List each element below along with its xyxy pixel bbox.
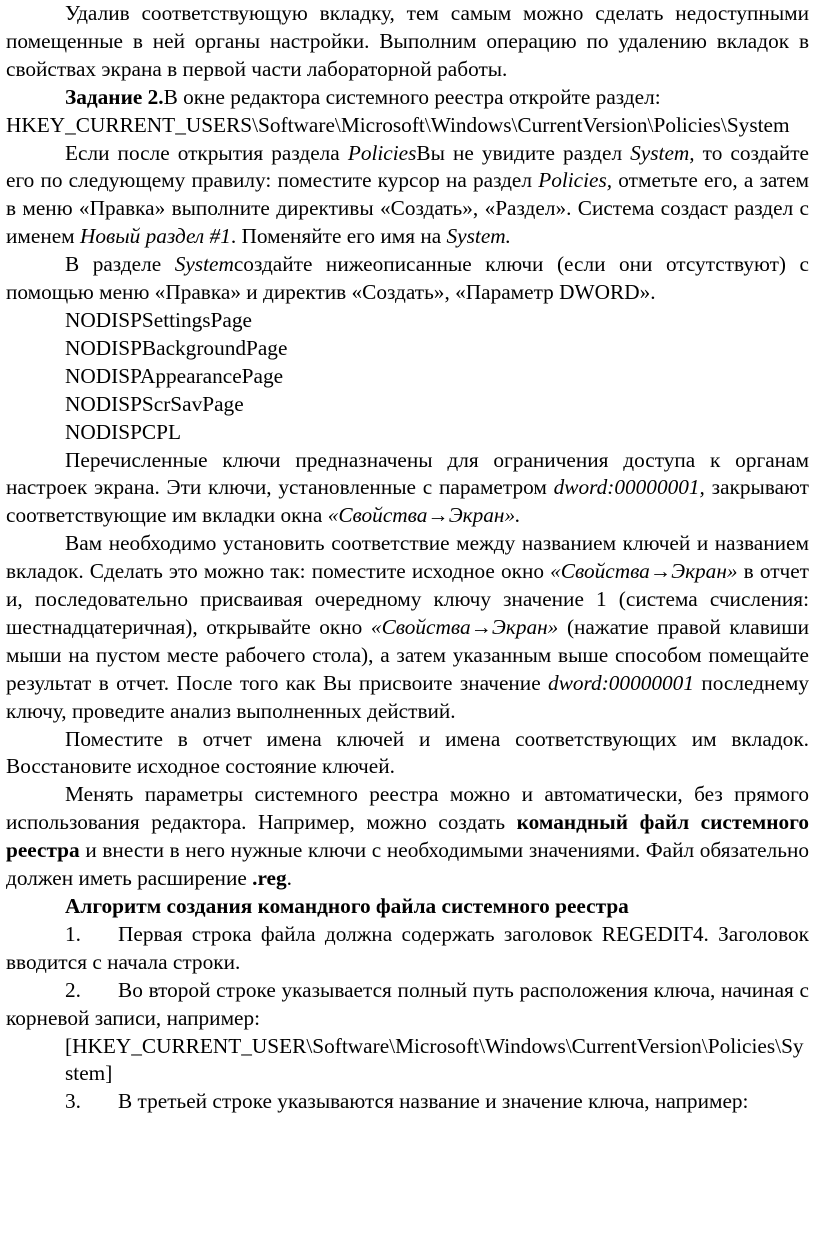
italic-run: System,	[630, 140, 695, 165]
text-run: . Поменяйте его имя на	[230, 224, 447, 249]
keys-list	[6, 307, 809, 447]
text-run: Перечисленные ключи предназначены для ограничения доступа к органам настроек экрана. Эти ключи, установленные с параметром	[6, 447, 809, 500]
text-run: и внести в него нужные ключи с необходимыми значениями. Файл обязательно должен иметь расширение	[6, 838, 809, 891]
list-item-step-3	[6, 1088, 809, 1116]
step-text: В третьей строке указываются название и значение ключа, например:	[118, 1089, 749, 1114]
italic-run: Policies,	[538, 168, 613, 193]
paragraph-reg-file	[6, 781, 809, 893]
task-2-label: Задание 2.	[65, 84, 164, 109]
text-run: В разделе	[65, 252, 175, 277]
list-item: NODISPScrSavPage	[65, 391, 244, 416]
paragraph-intro: Удалив соответствующую вкладку, тем самым можно сделать недоступными помещенные в ней органы настройки. Выполним операцию по удалению вкладок в свойствах экрана в первой части лабораторной работы.	[6, 1, 809, 81]
algorithm-heading	[6, 893, 809, 921]
paragraph-report: Поместите в отчет имена ключей и имена соответствующих им вкладок. Восстановите исходное состояние ключей.	[6, 726, 809, 779]
list-item: NODISPSettingsPage	[65, 307, 252, 332]
step-number: 1.	[65, 921, 81, 946]
paragraph-task-2	[6, 84, 809, 112]
list-item-step-2	[6, 977, 809, 1033]
step-text: Первая строка файла должна содержать заголовок REGEDIT4. Заголовок вводится с начала строки.	[6, 921, 809, 974]
heading-text: Алгоритм создания командного файла системного реестра	[65, 894, 629, 918]
italic-run: dword:00000001,	[553, 475, 705, 500]
list-item: NODISPAppearancePage	[65, 363, 284, 388]
list-item-step-1	[6, 921, 809, 977]
list-item: NODISPBackgroundPage	[65, 335, 288, 360]
text-run: последнему ключу, проведите анализ выполненных действий.	[6, 670, 809, 723]
text-run: создайте нижеописанные ключи (если они отсутствуют) с помощью меню «Правка» и директив «Создать», «Параметр DWORD».	[6, 252, 809, 305]
text-run: .	[286, 866, 292, 891]
paragraph-create-keys	[6, 251, 809, 307]
text-run: закрывают соответствующие им вкладки окна	[6, 475, 809, 528]
italic-run: System.	[446, 224, 511, 249]
text-run: Вы не увидите раздел	[416, 140, 631, 165]
step-number: 2.	[65, 977, 81, 1002]
step-2-path: [HKEY_CURRENT_USER\Software\Microsoft\Windows\CurrentVersion\Policies\System]	[65, 1033, 804, 1086]
registry-path: HKEY_CURRENT_USERS\Software\Microsoft\Windows\CurrentVersion\Policies\System	[6, 112, 790, 137]
italic-run: «Свойства→Экран»	[550, 559, 738, 584]
bold-run: .reg	[252, 866, 287, 891]
step-text: Во второй строке указывается полный путь расположения ключа, начиная с корневой записи, например:	[6, 977, 809, 1030]
list-item: NODISPCPL	[65, 419, 181, 444]
italic-run: dword:00000001	[548, 670, 694, 695]
paragraph-create-section	[6, 140, 809, 252]
task-2-text: В окне редактора системного реестра откройте раздел:	[163, 84, 661, 109]
bold-run: командный файл системного реестра	[6, 810, 809, 863]
text-run: Если после открытия раздела	[65, 140, 348, 165]
text-run: (нажатие правой клавиши мыши на пустом месте рабочего стола), а затем указанным выше способом помещайте результат в отчет. После того как Вы присвоите значение	[6, 614, 809, 695]
text-run: отметьте его, а затем в меню «Правка» выполните директивы «Создать», «Раздел». Система создаст раздел с именем	[6, 168, 809, 249]
italic-run: Новый раздел #1	[79, 224, 231, 249]
paragraph-keys-purpose	[6, 447, 809, 531]
text-run: то создайте его по следующему правилу: поместите курсор на раздел	[6, 140, 809, 193]
step-number: 3.	[65, 1089, 81, 1114]
text-run: в отчет и, последовательно присваивая очередному ключу значение 1 (система счисления: шестнадцатеричная), открывайте окно	[6, 559, 809, 639]
text-run: Менять параметры системного реестра можно и автоматически, без прямого использования редактора. Например, можно создать	[6, 782, 809, 835]
italic-run: Policies	[347, 140, 417, 165]
paragraph-mapping	[6, 530, 809, 725]
italic-run: System	[174, 252, 234, 277]
text-run: Вам необходимо установить соответствие между названием ключей и названием вкладок. Сделать это можно так: поместите исходное окно	[6, 531, 809, 584]
italic-run: «Свойства→Экран».	[327, 503, 521, 528]
italic-run: «Свойства→Экран»	[370, 614, 559, 639]
